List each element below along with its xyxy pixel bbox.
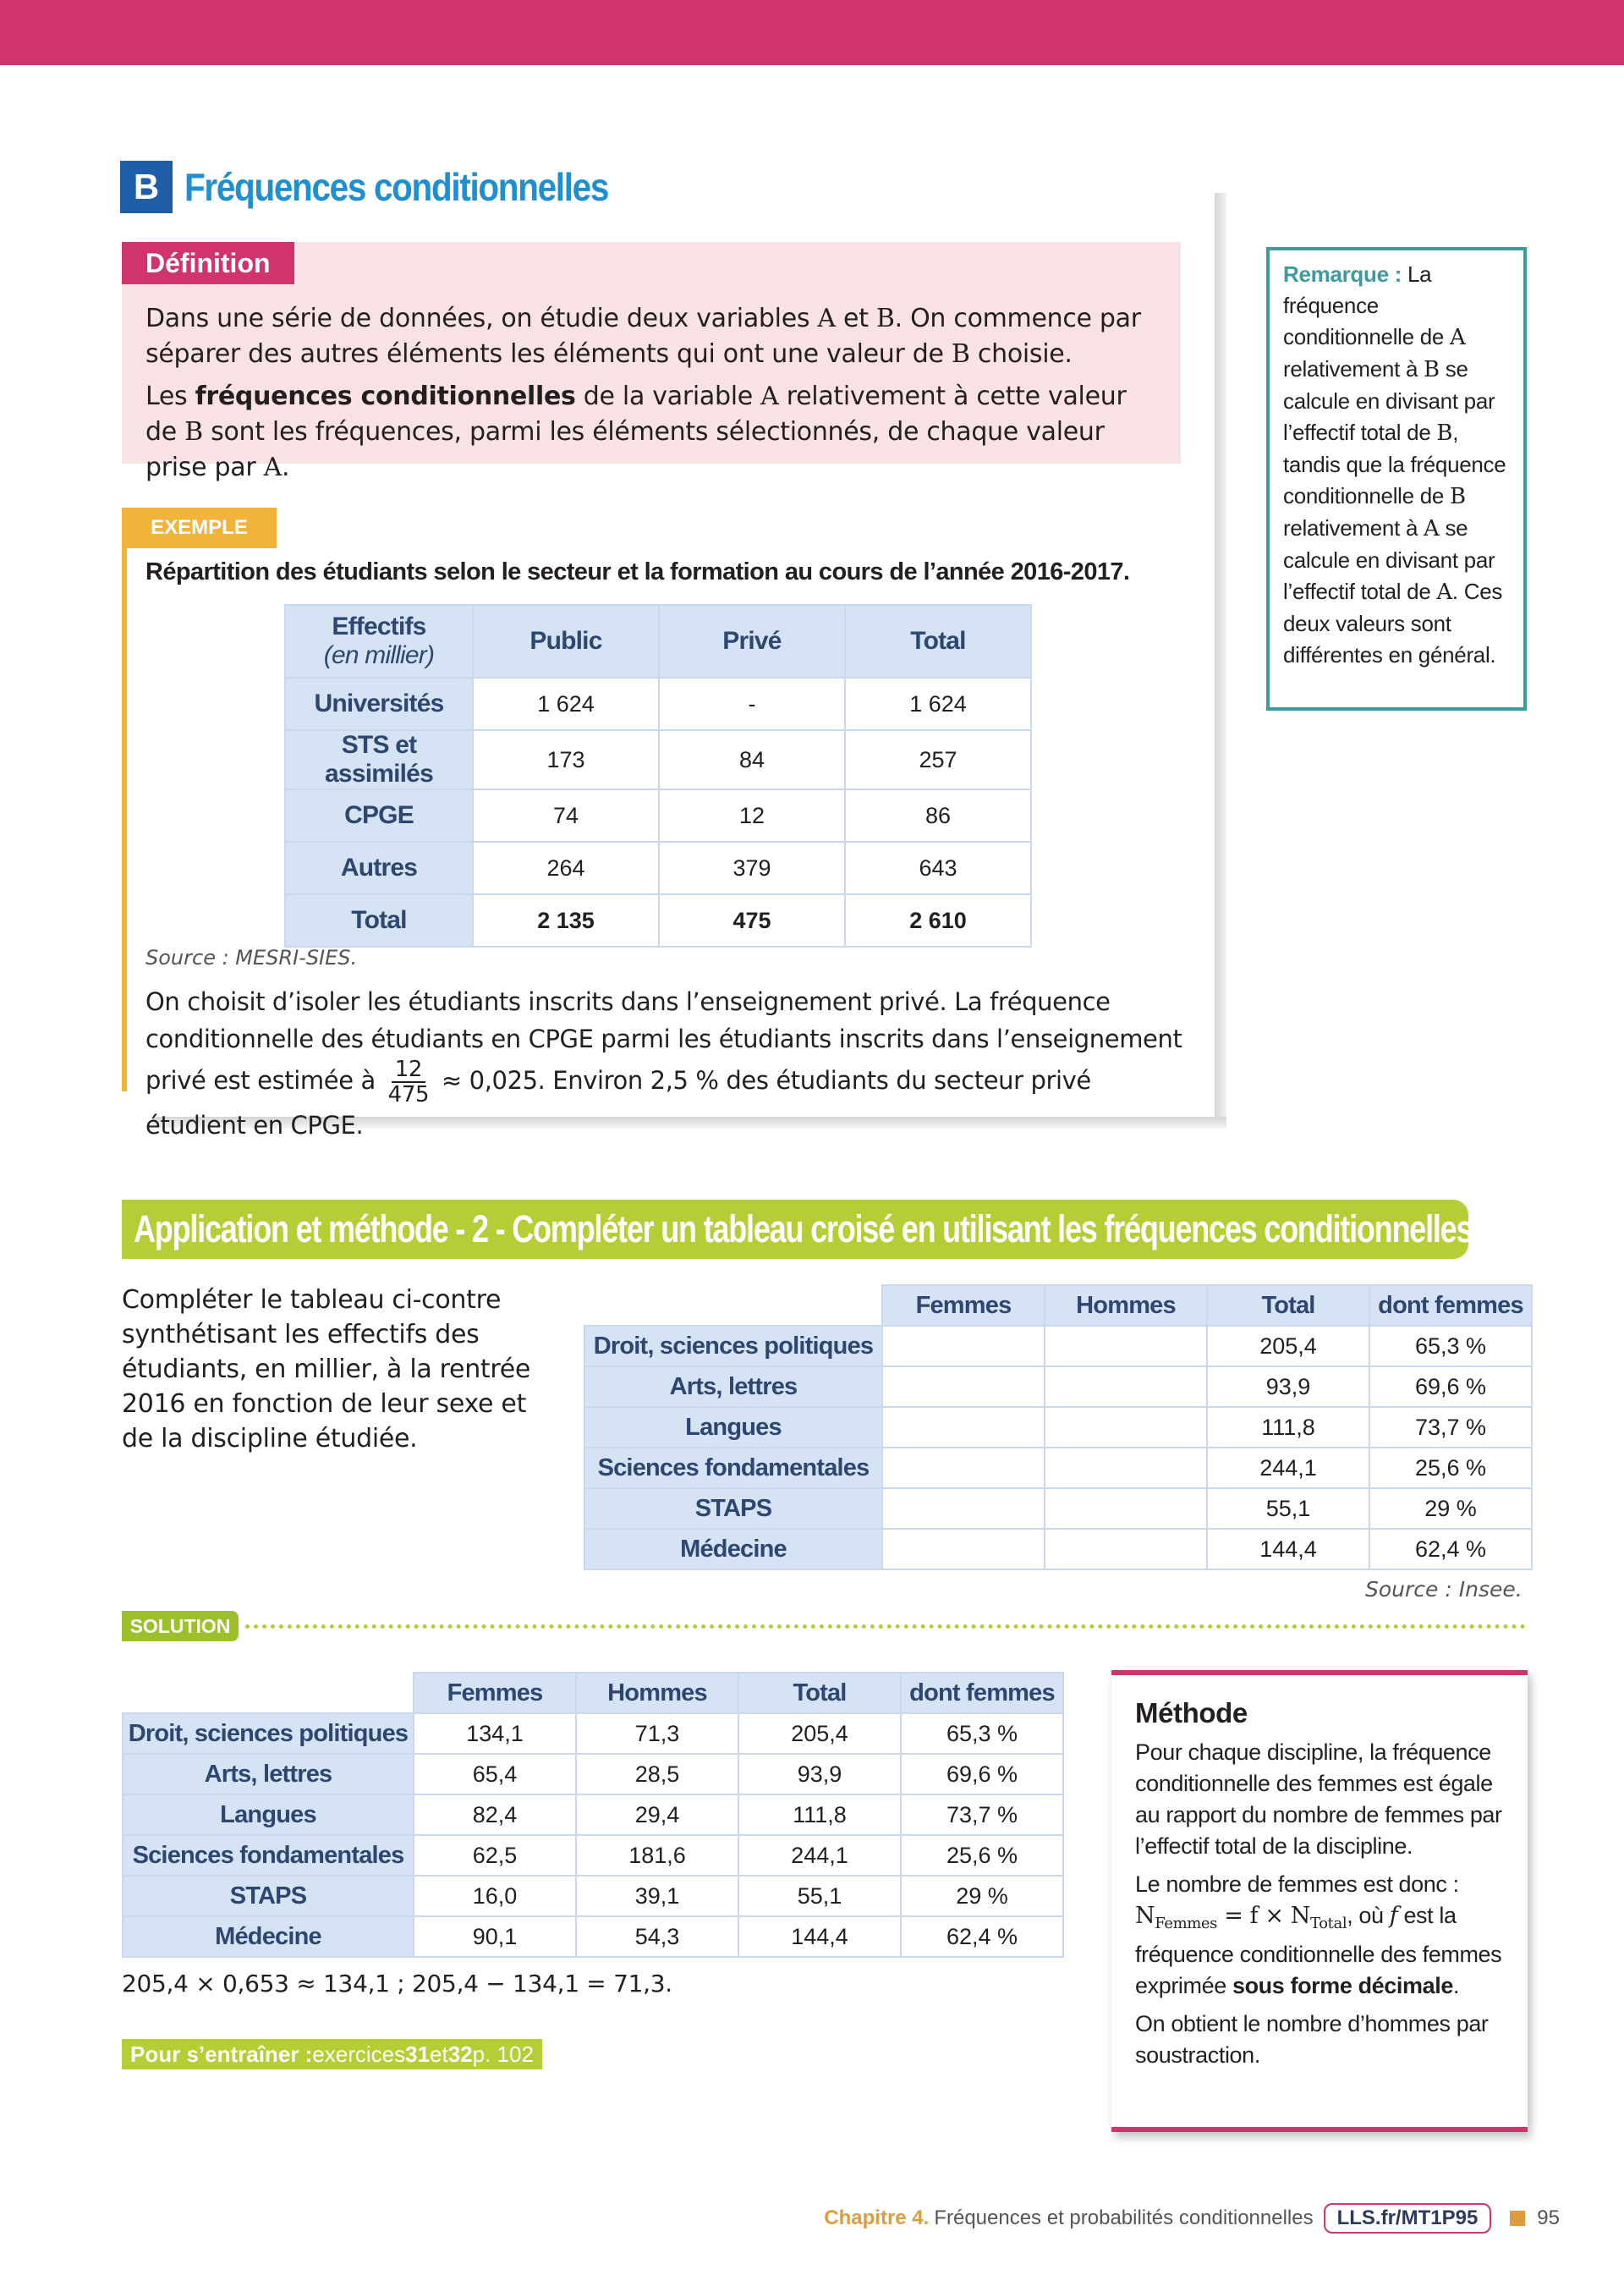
method-paragraph-1: Pour chaque discipline, la fréquence conditionnelle des femmes est égale au rapport du nombre de femmes par l’effectif total de la discipline. <box>1135 1739 1502 1859</box>
row-header: Langues <box>584 1407 882 1448</box>
fraction: $\frac{12}{475}$ <box>387 1057 430 1107</box>
table-cell: 181,6 <box>576 1835 738 1876</box>
table-row <box>584 1448 1532 1488</box>
remark-label: Remarque : <box>1283 261 1402 287</box>
table-cell: 39,1 <box>576 1876 738 1916</box>
table-cell: 84 <box>659 730 845 789</box>
table-corner-cell: Effectifs (en millier) <box>285 605 473 678</box>
table-cell: 25,6 % <box>901 1835 1063 1876</box>
column-header: Public <box>473 605 659 678</box>
column-header: dont femmes <box>901 1673 1063 1713</box>
table-cell: 144,4 <box>738 1916 901 1957</box>
empty-cell <box>1045 1448 1207 1488</box>
table-cell: 2 135 <box>473 894 659 947</box>
example-table <box>284 604 1032 948</box>
application-title: Application et méthode - 2 - Compléter un tableau croisé en utilisant les fréquences conditionnelles <box>134 1207 1473 1250</box>
table-corner-blank <box>123 1673 414 1713</box>
row-header: Arts, lettres <box>123 1754 414 1794</box>
table-cell: 16,0 <box>414 1876 576 1916</box>
empty-cell <box>1045 1529 1207 1569</box>
row-header: STAPS <box>123 1876 414 1916</box>
empty-cell <box>882 1488 1045 1529</box>
table-cell: 62,4 % <box>1369 1529 1532 1569</box>
example-text: On choisit d’isoler les étudiants inscrits dans l’enseignement privé. La fréquence conditionnelle des étudiants en CPGE parmi les étudiants inscrits dans l’enseignement privé est estimée à $\frac{12}{475}$ ≈ 0,025. Environ 2,5 % des étudiants du secteur privé étudient en CPGE. <box>145 987 1182 1140</box>
table-row <box>123 1916 1063 1957</box>
section-letter-badge: B <box>120 161 173 213</box>
row-header: Droit, sciences politiques <box>584 1326 882 1366</box>
table-cell: 73,7 % <box>901 1794 1063 1835</box>
definition-paragraph-1: Dans une série de données, on étudie deux variables A et B. On commence par séparer des autres éléments les éléments qui ont une valeur de B choisie. <box>145 304 1141 369</box>
table-cell: 244,1 <box>738 1835 901 1876</box>
table-cell: 55,1 <box>738 1876 901 1916</box>
solution-calculation: 205,4 × 0,653 ≈ 134,1 ; 205,4 − 134,1 = 71,3. <box>122 1970 672 1997</box>
column-header: Total <box>738 1673 901 1713</box>
top-color-bar <box>0 0 1624 65</box>
table-cell: 73,7 % <box>1369 1407 1532 1448</box>
footer-square-icon <box>1510 2211 1525 2226</box>
table-cell: 1 624 <box>845 678 1031 730</box>
solution-table <box>122 1672 1064 1958</box>
section-heading <box>120 161 666 213</box>
footer-link[interactable]: LLS.fr/MT1P95 <box>1324 2203 1492 2234</box>
method-paragraph-2: Le nombre de femmes est donc : $N_{Femmes} = f \times N_{Total}$, où f est la fréquence conditionnelle des femmes exprimée sous forme décimale. <box>1135 1871 1502 1998</box>
column-header: Privé <box>659 605 845 678</box>
table-cell: 71,3 <box>576 1713 738 1754</box>
table-cell: 90,1 <box>414 1916 576 1957</box>
table-row <box>584 1366 1532 1407</box>
row-header: STAPS <box>584 1488 882 1529</box>
exercise-table <box>584 1284 1533 1570</box>
table-row <box>584 1407 1532 1448</box>
table-cell: 69,6 % <box>901 1754 1063 1794</box>
table-cell: 12 <box>659 789 845 842</box>
table-row <box>584 1326 1532 1366</box>
page-number: 95 <box>1537 2206 1560 2229</box>
table-row <box>584 1529 1532 1569</box>
table-cell: 257 <box>845 730 1031 789</box>
row-header: Total <box>285 894 473 947</box>
table-row <box>285 678 1031 730</box>
table-cell: 62,5 <box>414 1835 576 1876</box>
table-cell: 86 <box>845 789 1031 842</box>
definition-tag: Définition <box>122 242 294 284</box>
method-paragraph-3: On obtient le nombre d’hommes par soustraction. <box>1135 2011 1489 2068</box>
row-header: STS et assimilés <box>285 730 473 789</box>
table-cell: 643 <box>845 842 1031 894</box>
table-row <box>285 842 1031 894</box>
table-row <box>584 1285 1532 1326</box>
example-tag: EXEMPLE <box>122 508 277 548</box>
empty-cell <box>882 1326 1045 1366</box>
table-row <box>285 730 1031 789</box>
table-row <box>123 1673 1063 1713</box>
table-cell: 93,9 <box>738 1754 901 1794</box>
column-header: Femmes <box>414 1673 576 1713</box>
table-cell: 244,1 <box>1207 1448 1369 1488</box>
table-cell: 62,4 % <box>901 1916 1063 1957</box>
row-header: Sciences fondamentales <box>584 1448 882 1488</box>
row-header: Autres <box>285 842 473 894</box>
table-cell: 111,8 <box>738 1794 901 1835</box>
table-cell: 29,4 <box>576 1794 738 1835</box>
table-cell: 379 <box>659 842 845 894</box>
empty-cell <box>882 1407 1045 1448</box>
row-header: Arts, lettres <box>584 1366 882 1407</box>
table-cell: 475 <box>659 894 845 947</box>
definition-paragraph-2: Les fréquences conditionnelles de la variable A relativement à cette valeur de B sont les fréquences, parmi les éléments sélectionnés, de chaque valeur prise par A. <box>145 382 1127 482</box>
row-header: Médecine <box>584 1529 882 1569</box>
table-row <box>584 1488 1532 1529</box>
empty-cell <box>882 1448 1045 1488</box>
table-cell: 29 % <box>1369 1488 1532 1529</box>
example-title: Répartition des étudiants selon le secteur et la formation au cours de l’année 2016-2017. <box>145 558 1130 585</box>
table-cell: 69,6 % <box>1369 1366 1532 1407</box>
solution-tag: SOLUTION <box>122 1611 239 1641</box>
table-cell: 25,6 % <box>1369 1448 1532 1488</box>
table-cell: 28,5 <box>576 1754 738 1794</box>
column-header: Hommes <box>1045 1285 1207 1326</box>
table-cell: 173 <box>473 730 659 789</box>
definition-text <box>145 301 1160 492</box>
example-shadow-right <box>1215 193 1226 1127</box>
table-cell: 55,1 <box>1207 1488 1369 1529</box>
example-source: Source : MESRI-SIES. <box>145 946 358 970</box>
table-row <box>123 1713 1063 1754</box>
row-header: Droit, sciences politiques <box>123 1713 414 1754</box>
definition-box <box>122 242 1181 482</box>
method-title: Méthode <box>1135 1697 1248 1728</box>
table-cell: 29 % <box>901 1876 1063 1916</box>
column-header: Hommes <box>576 1673 738 1713</box>
row-header: Sciences fondamentales <box>123 1835 414 1876</box>
empty-cell <box>1045 1326 1207 1366</box>
table-row <box>123 1835 1063 1876</box>
footer-chapter: Chapitre 4. <box>824 2206 930 2229</box>
application-statement: Compléter le tableau ci-contre synthétisant les effectifs des étudiants, en millier, à la rentrée 2016 en fonction de leur sexe et de la discipline étudiée. <box>122 1285 531 1453</box>
table-cell: 65,4 <box>414 1754 576 1794</box>
practice-link[interactable]: Pour s’entraîner : exercices 31 et 32 p. 102 <box>122 2039 542 2069</box>
table-cell: 82,4 <box>414 1794 576 1835</box>
example-side-bar <box>122 508 127 1091</box>
exercise-source: Source : Insee. <box>1365 1577 1522 1602</box>
empty-cell <box>1045 1407 1207 1448</box>
table-cell: - <box>659 678 845 730</box>
table-row <box>285 605 1031 678</box>
page-footer <box>824 2201 1560 2235</box>
column-header: dont femmes <box>1369 1285 1532 1326</box>
table-corner-blank <box>584 1285 882 1326</box>
section-title: Fréquences conditionnelles <box>184 165 609 209</box>
table-row <box>285 894 1031 947</box>
table-cell: 65,3 % <box>901 1713 1063 1754</box>
table-row <box>123 1794 1063 1835</box>
table-cell: 205,4 <box>738 1713 901 1754</box>
column-header: Total <box>1207 1285 1369 1326</box>
table-cell: 134,1 <box>414 1713 576 1754</box>
table-cell: 1 624 <box>473 678 659 730</box>
table-row <box>285 789 1031 842</box>
table-cell: 54,3 <box>576 1916 738 1957</box>
row-header: CPGE <box>285 789 473 842</box>
table-cell: 74 <box>473 789 659 842</box>
table-cell: 144,4 <box>1207 1529 1369 1569</box>
table-cell: 93,9 <box>1207 1366 1369 1407</box>
solution-dotted-line <box>245 1624 1526 1629</box>
row-header: Universités <box>285 678 473 730</box>
table-row <box>123 1876 1063 1916</box>
table-cell: 205,4 <box>1207 1326 1369 1366</box>
table-row <box>123 1754 1063 1794</box>
row-header: Médecine <box>123 1916 414 1957</box>
table-cell: 264 <box>473 842 659 894</box>
method-box <box>1111 1670 1528 2132</box>
remark-box: Remarque : La fréquence conditionnelle de A relativement à B se calcule en divisant par l’effectif total de B, tandis que la fréquence conditionnelle de B relativement à A se calcule en divisant par l’effectif total de A. Ces deux valeurs sont différentes en général. <box>1266 247 1527 711</box>
footer-chapter-title: Fréquences et probabilités conditionnelles <box>934 2206 1314 2229</box>
table-cell: 111,8 <box>1207 1407 1369 1448</box>
empty-cell <box>882 1366 1045 1407</box>
empty-cell <box>1045 1366 1207 1407</box>
column-header: Total <box>845 605 1031 678</box>
empty-cell <box>1045 1488 1207 1529</box>
row-header: Langues <box>123 1794 414 1835</box>
empty-cell <box>882 1529 1045 1569</box>
table-cell: 2 610 <box>845 894 1031 947</box>
column-header: Femmes <box>882 1285 1045 1326</box>
table-cell: 65,3 % <box>1369 1326 1532 1366</box>
